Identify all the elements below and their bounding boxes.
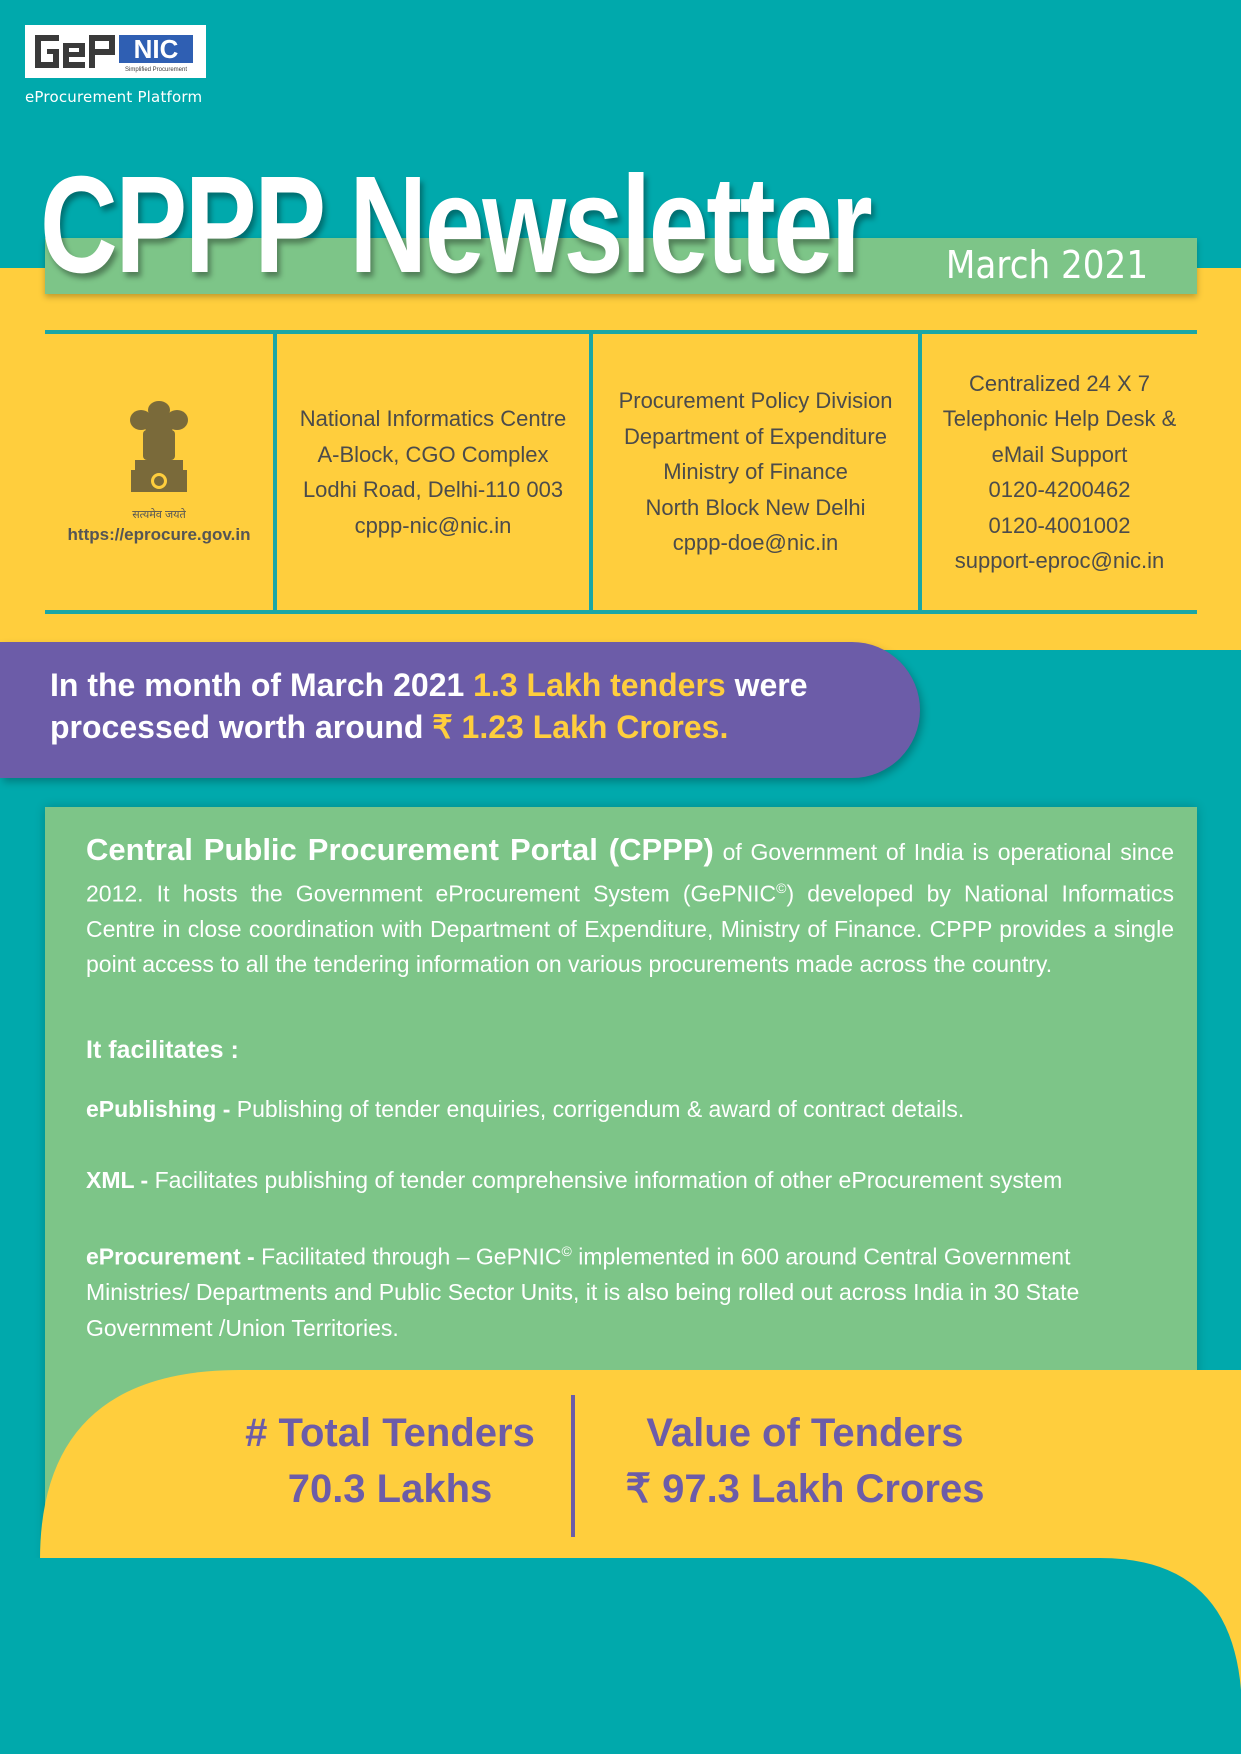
- value-tenders-value: ₹ 97.3 Lakh Crores: [625, 1467, 985, 1511]
- nic-line: A-Block, CGO Complex: [317, 441, 549, 467]
- feature-label: ePublishing -: [86, 1096, 237, 1122]
- helpdesk-line: eMail Support: [991, 441, 1128, 467]
- nic-email-link[interactable]: cppp-nic@nic.in: [354, 512, 512, 538]
- helpdesk-phone: 0120-4200462: [988, 477, 1131, 502]
- feature-label: XML -: [86, 1167, 155, 1193]
- total-tenders-label: # Total Tenders: [245, 1411, 535, 1455]
- banner-text-part: were processed worth around: [50, 667, 808, 745]
- intro-lead: Central Public Procurement Portal (CPPP): [86, 832, 714, 867]
- feature-xml: [86, 1163, 1176, 1199]
- emblem-cell: [45, 334, 273, 610]
- ppd-line: Ministry of Finance: [663, 459, 848, 485]
- logo-brand-nic: NIC: [133, 34, 179, 64]
- helpdesk-phone: 0120-4001002: [988, 512, 1131, 538]
- copyright-mark: ©: [776, 879, 787, 896]
- newsletter-date: March 2021: [945, 243, 1149, 287]
- feature-text: Facilitates publishing of tender comprehensive information of other eProcurement system: [154, 1167, 1063, 1193]
- logo-tagline: eProcurement Platform: [25, 88, 203, 106]
- intro-text: of Government of India is operational since 2012. It hosts the Government eProcurement System (GePNIC: [86, 839, 1174, 907]
- banner-tender-count: 1.3 Lakh tenders: [473, 667, 726, 703]
- gepnic-logo-graphic: [31, 29, 200, 74]
- nic-contact-cell: [277, 334, 589, 610]
- ppd-email-link[interactable]: cppp-doe@nic.in: [672, 530, 839, 556]
- nic-line: Lodhi Road, Delhi-110 003: [302, 477, 564, 502]
- emblem-motto: सत्यमेव जयते: [132, 509, 186, 521]
- helpdesk-contact-cell: [922, 334, 1197, 610]
- value-tenders-stat: [600, 1405, 1010, 1517]
- feature-eprocurement: [86, 1234, 1176, 1346]
- copyright-mark: ©: [561, 1243, 572, 1259]
- stats-divider: [571, 1395, 575, 1537]
- banner-tender-value: ₹ 1.23 Lakh Crores.: [432, 709, 729, 745]
- national-emblem-icon: [119, 396, 199, 506]
- helpdesk-line: Centralized 24 X 7: [969, 370, 1150, 396]
- contact-bottom-rule: [45, 610, 1197, 614]
- ppd-line: North Block New Delhi: [645, 494, 866, 520]
- intro-paragraph: [86, 832, 1174, 983]
- helpdesk-email-link[interactable]: support-eproc@nic.in: [954, 548, 1165, 573]
- facilitates-heading: It facilitates :: [86, 1036, 239, 1064]
- feature-text: Publishing of tender enquiries, corrigendum & award of contract details.: [236, 1096, 965, 1122]
- feature-label: eProcurement -: [86, 1243, 262, 1270]
- value-tenders-label: Value of Tenders: [646, 1411, 964, 1455]
- feature-text: implemented in 600 around Central Government Ministries/ Departments and Public Sector Units, it is also being rolled out across India in 30 State Government /Union Territories.: [86, 1243, 1080, 1341]
- feature-epublishing: [86, 1092, 1176, 1128]
- total-tenders-value: 70.3 Lakhs: [287, 1467, 493, 1511]
- gepnic-logo: [25, 25, 206, 78]
- newsletter-title: CPPP Newsletter: [40, 148, 871, 302]
- ppd-contact-cell: [593, 334, 918, 610]
- helpdesk-line: Telephonic Help Desk &: [942, 406, 1177, 431]
- banner-text: [50, 664, 910, 748]
- nic-line: National Informatics Centre: [299, 406, 567, 431]
- portal-url-link[interactable]: https://eprocure.gov.in: [67, 525, 251, 544]
- banner-text-part: In the month of March 2021: [50, 667, 474, 703]
- logo-subtext: Simplified Procurement: [124, 67, 188, 73]
- feature-text: Facilitated through – GePNIC: [261, 1243, 562, 1270]
- total-tenders-stat: [225, 1405, 555, 1517]
- ppd-line: Procurement Policy Division: [618, 388, 893, 414]
- footer-teal-shape: [0, 1558, 1241, 1754]
- intro-text: ) developed by National Informatics Centre in close coordination with Department of Expenditure, Ministry of Finance. CPPP provides a single point access to all the tendering information on various procurements made across the country.: [86, 880, 1174, 978]
- ppd-line: Department of Expenditure: [624, 423, 887, 449]
